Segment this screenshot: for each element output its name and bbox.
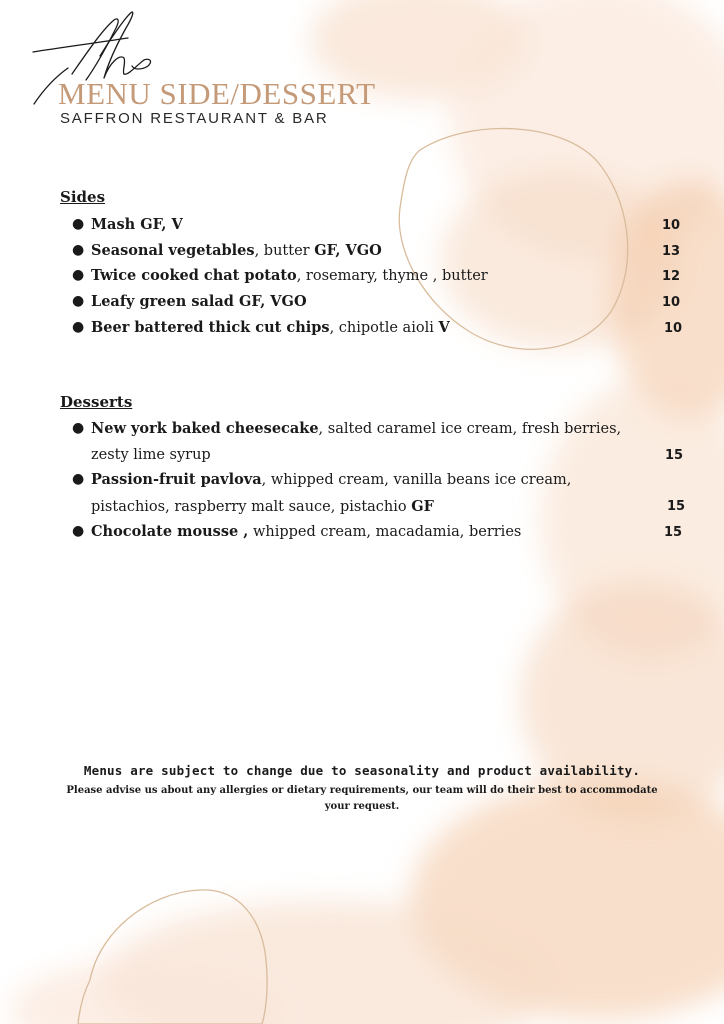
item-description: , chipotle aioli	[329, 319, 439, 336]
item-price: 10	[664, 320, 683, 336]
seasonality-note: Menus are subject to change due to seasonality and product availability.	[83, 763, 641, 778]
restaurant-name: SAFFRON RESTAURANT & BAR	[60, 110, 329, 127]
bullet-icon: ●	[72, 293, 85, 310]
item-tag: GF, VGO	[314, 241, 382, 259]
item-description-continued: zesty lime syrup	[91, 446, 211, 463]
item-price: 15	[664, 524, 683, 540]
item-name: Chocolate mousse ,	[91, 522, 249, 540]
item-price: 15	[665, 448, 684, 463]
item-tag: V	[438, 318, 450, 336]
bullet-icon: ●	[72, 216, 85, 232]
item-name: Twice cooked chat potato	[91, 267, 297, 285]
item-description: , rosemary, thyme , butter	[296, 268, 488, 285]
item-price: 10	[662, 295, 681, 311]
sides-list	[0, 212, 724, 340]
item-description-continued: pistachios, raspberry malt sauce, pistachio	[91, 499, 412, 516]
side-item-green-salad	[0, 289, 724, 315]
item-name: Passion-fruit pavlova	[91, 471, 262, 489]
bullet-icon: ●	[72, 420, 85, 436]
item-tag: GF	[411, 498, 434, 516]
item-description: whipped cream, macadamia, berries	[248, 523, 522, 540]
item-price: 12	[662, 269, 681, 285]
dessert-item-pavlova	[0, 467, 724, 518]
bullet-icon: ●	[72, 471, 85, 488]
bullet-icon: ●	[72, 318, 85, 335]
dessert-item-chocolate-mousse	[0, 519, 724, 545]
item-tag: GF, V	[135, 216, 183, 233]
item-name: Beer battered thick cut chips	[91, 318, 330, 336]
dessert-item-cheesecake	[0, 416, 724, 467]
allergy-note: Please advise us about any allergies or dietary requirements, our team will do their best to accommodate your request.	[66, 785, 658, 812]
item-name: Leafy green salad GF, VGO	[91, 293, 307, 311]
item-price: 13	[662, 243, 681, 259]
side-item-mash	[0, 212, 724, 238]
bullet-icon: ●	[72, 241, 85, 258]
item-price: 15	[667, 499, 686, 515]
item-name: New york baked cheesecake	[91, 420, 319, 437]
side-item-chat-potato	[0, 263, 724, 289]
item-description: , whipped cream, vanilla beans ice cream,	[261, 472, 572, 489]
item-name: Mash	[91, 216, 136, 233]
side-item-seasonal-vegetables	[0, 238, 724, 264]
desserts-list	[0, 416, 724, 544]
bullet-icon: ●	[72, 522, 85, 539]
item-description: , salted caramel ice cream, fresh berries,	[318, 421, 622, 437]
item-name: Seasonal vegetables	[91, 241, 255, 259]
desserts-heading: Desserts	[60, 393, 133, 411]
page-title: MENU SIDE/DESSERT	[58, 76, 376, 111]
side-item-chips	[0, 315, 724, 341]
bullet-icon: ●	[72, 267, 85, 284]
item-description: , butter	[254, 242, 315, 259]
item-price: 10	[662, 218, 681, 233]
sides-heading: Sides	[60, 188, 106, 206]
